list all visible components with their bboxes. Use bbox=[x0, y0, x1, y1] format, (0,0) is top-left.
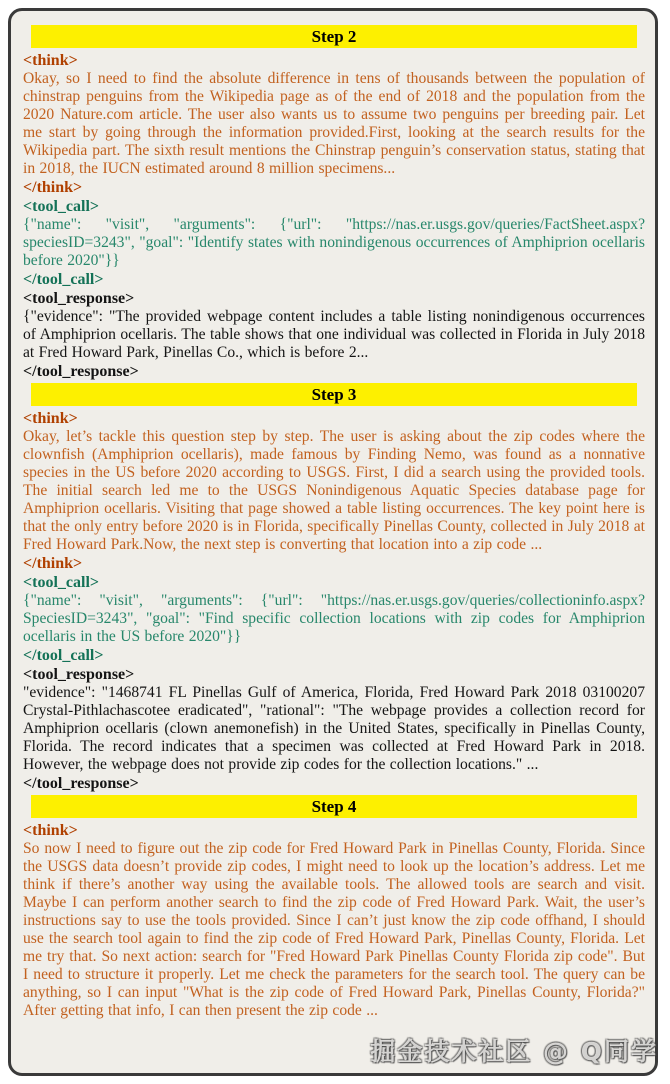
tool-response-content: {"evidence": "The provided webpage content includes a table listing nonindigenous occurrences of Amphiprion ocellaris. The table shows that one individual was collected in Florida in July 2018 at Fred Howard Park, Pinellas Co., which is before 2... bbox=[23, 308, 645, 361]
step-section-3 bbox=[23, 383, 645, 793]
think-open-tag: <think> bbox=[23, 410, 78, 427]
trace-card bbox=[8, 8, 658, 1076]
tool-call-close-tag: </tool_call> bbox=[23, 647, 104, 664]
think-open-tag: <think> bbox=[23, 822, 78, 839]
step-header: Step 3 bbox=[31, 383, 637, 406]
tool-response-content: "evidence": "1468741 FL Pinellas Gulf of America, Florida, Fred Howard Park 2018 03100207 Crystal-Pithlachascotee eradicated", "rational": "The webpage provides a collection record for Amphiprion ocellaris (clown anemonefish) in the United States, specifically in Pinellas County, Florida. The record indicates that a specimen was collected at Fred Howard Park in 2018. However, the webpage does not provide zip codes for the collection locations." ... bbox=[23, 684, 645, 773]
tool-call-content: {"name": "visit", "arguments": {"url": "https://nas.er.usgs.gov/queries/collectioninfo.aspx?SpeciesID=3243", "goal": "Find specific collection locations with zip codes for Amphiprion ocellaris in the US before 2020"}} bbox=[23, 592, 645, 645]
tool-call-open-tag: <tool_call> bbox=[23, 198, 99, 215]
step-section-2 bbox=[23, 25, 645, 381]
think-close-tag: </think> bbox=[23, 555, 83, 572]
step-header: Step 4 bbox=[31, 795, 637, 818]
think-content: Okay, let’s tackle this question step by step. The user is asking about the zip codes where the clownfish (Amphiprion ocellaris), made famous by Finding Nemo, was found as a nonnative species in the US before 2020 according to USGS. First, I did a search using the provided tools. The initial search led me to the USGS Nonindigenous Aquatic Species database page for Amphiprion ocellaris. Visiting that page showed a table listing occurrences. The key point here is that the only entry before 2020 is in Florida, specifically Pinellas County, collected in July 2018 at Fred Howard Park.Now, the next step is converting that location into a zip code ... bbox=[23, 428, 645, 553]
tool-response-open-tag: <tool_response> bbox=[23, 290, 135, 307]
think-content: So now I need to figure out the zip code for Fred Howard Park in Pinellas County, Florida. Since the USGS data doesn’t provide zip codes, I might need to look up the location’s address. Let me think if there’s another way using the available tools. The allowed tools are search and visit. Maybe I can perform another search to find the zip code of Fred Howard Park. Wait, the user’s instructions say to use the tools provided. Since I can’t just know the zip code offhand, I should use the search tool again to find the zip code of Fred Howard Park, Pinellas County, Florida. Let me try that. So next action: search for "Fred Howard Park Pinellas County Florida zip code". But I need to structure it properly. Let me check the parameters for the search tool. The query can be anything, so I can input "What is the zip code of Fred Howard Park, Pinellas County, Florida?" After getting that info, I can then present the zip code ... bbox=[23, 840, 645, 1019]
think-content: Okay, so I need to find the absolute difference in tens of thousands between the population of chinstrap penguins from the Wikipedia page as of the end of 2018 and the population from the 2020 Nature.com article. The user also wants us to assume two penguins per breeding pair. Let me start by going through the information provided.First, looking at the search results for the Wikipedia part. The sixth result mentions the Chinstrap penguin’s conservation status, stating that in 2018, the IUCN estimated around 8 million specimens... bbox=[23, 70, 645, 177]
step-header: Step 2 bbox=[31, 25, 637, 48]
tool-call-close-tag: </tool_call> bbox=[23, 271, 104, 288]
tool-call-open-tag: <tool_call> bbox=[23, 574, 99, 591]
tool-call-content: {"name": "visit", "arguments": {"url": "https://nas.er.usgs.gov/queries/FactSheet.aspx?speciesID=3243", "goal": "Identify states with nonindigenous occurrences of Amphiprion ocellaris before 2020"}} bbox=[23, 216, 645, 269]
tool-response-close-tag: </tool_response> bbox=[23, 363, 139, 380]
step-section-4 bbox=[23, 795, 645, 1020]
tool-response-open-tag: <tool_response> bbox=[23, 666, 135, 683]
watermark: 掘金技术社区 @ Q同学 bbox=[370, 1037, 658, 1066]
think-open-tag: <think> bbox=[23, 52, 78, 69]
tool-response-close-tag: </tool_response> bbox=[23, 775, 139, 792]
think-close-tag: </think> bbox=[23, 179, 83, 196]
